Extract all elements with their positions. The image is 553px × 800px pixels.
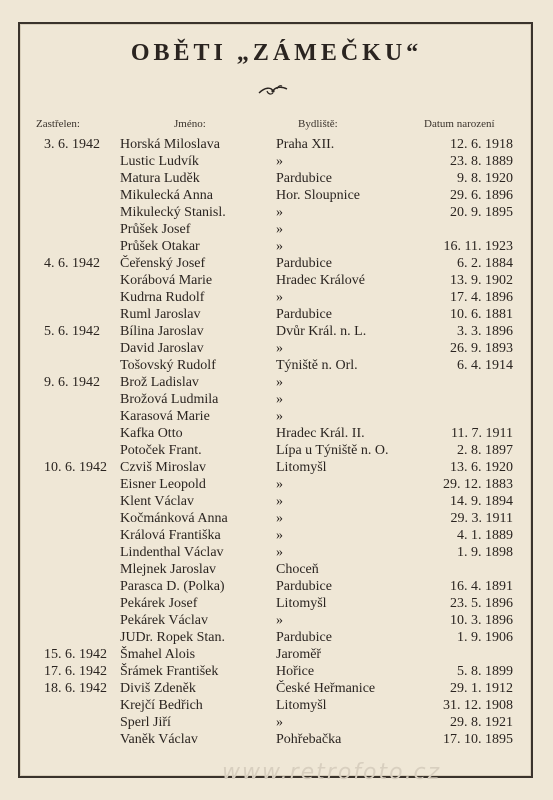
row-birth-date: 2. 8. 1897 bbox=[457, 443, 513, 458]
row-residence: » bbox=[276, 392, 283, 407]
table-row bbox=[0, 340, 553, 357]
row-name: Šrámek František bbox=[120, 664, 219, 679]
row-residence: Litomyšl bbox=[276, 698, 327, 713]
table-row bbox=[0, 272, 553, 289]
row-birth-date: 13. 9. 1902 bbox=[450, 273, 513, 288]
row-residence: Pardubice bbox=[276, 256, 332, 271]
row-name: Potoček Frant. bbox=[120, 443, 202, 458]
row-name: Mikulecký Stanisl. bbox=[120, 205, 226, 220]
row-birth-date: 29. 6. 1896 bbox=[450, 188, 513, 203]
table-row bbox=[0, 425, 553, 442]
row-name: Klent Václav bbox=[120, 494, 194, 509]
row-residence: » bbox=[276, 290, 283, 305]
row-residence: Pardubice bbox=[276, 630, 332, 645]
row-residence: » bbox=[276, 528, 283, 543]
table-row bbox=[0, 731, 553, 748]
row-name: Bílina Jaroslav bbox=[120, 324, 204, 339]
table-row bbox=[0, 476, 553, 493]
row-birth-date: 12. 6. 1918 bbox=[450, 137, 513, 152]
table-row bbox=[0, 204, 553, 221]
row-name: Karasová Marie bbox=[120, 409, 210, 424]
row-birth-date: 13. 6. 1920 bbox=[450, 460, 513, 475]
row-date: 15. 6. 1942 bbox=[44, 647, 107, 662]
row-birth-date: 23. 8. 1889 bbox=[450, 154, 513, 169]
row-residence: » bbox=[276, 545, 283, 560]
row-birth-date: 16. 4. 1891 bbox=[450, 579, 513, 594]
table-row bbox=[0, 629, 553, 646]
header-name: Jméno: bbox=[174, 118, 206, 130]
row-residence: » bbox=[276, 222, 283, 237]
row-birth-date: 26. 9. 1893 bbox=[450, 341, 513, 356]
watermark: www.retrofoto.cz bbox=[222, 760, 442, 785]
table-row bbox=[0, 391, 553, 408]
table-row bbox=[0, 357, 553, 374]
row-birth-date: 6. 2. 1884 bbox=[457, 256, 513, 271]
row-residence: » bbox=[276, 511, 283, 526]
row-name: Kudrna Rudolf bbox=[120, 290, 205, 305]
row-birth-date: 6. 4. 1914 bbox=[457, 358, 513, 373]
row-name: Lindenthal Václav bbox=[120, 545, 224, 560]
table-row bbox=[0, 697, 553, 714]
row-residence: » bbox=[276, 494, 283, 509]
row-date: 17. 6. 1942 bbox=[44, 664, 107, 679]
row-birth-date: 5. 8. 1899 bbox=[457, 664, 513, 679]
table-row bbox=[0, 714, 553, 731]
row-residence: Pardubice bbox=[276, 307, 332, 322]
table-row bbox=[0, 323, 553, 340]
table-row bbox=[0, 408, 553, 425]
row-birth-date: 16. 11. 1923 bbox=[443, 239, 513, 254]
row-birth-date: 11. 7. 1911 bbox=[451, 426, 513, 441]
table-row bbox=[0, 510, 553, 527]
row-birth-date: 31. 12. 1908 bbox=[443, 698, 513, 713]
row-name: Králová Františka bbox=[120, 528, 221, 543]
table-row bbox=[0, 527, 553, 544]
row-residence: » bbox=[276, 715, 283, 730]
row-birth-date: 17. 10. 1895 bbox=[443, 732, 513, 747]
victims-table bbox=[0, 136, 553, 748]
row-residence: Choceň bbox=[276, 562, 319, 577]
table-row bbox=[0, 459, 553, 476]
row-name: Pekárek Václav bbox=[120, 613, 208, 628]
row-date: 5. 6. 1942 bbox=[44, 324, 100, 339]
table-row bbox=[0, 170, 553, 187]
row-birth-date: 9. 8. 1920 bbox=[457, 171, 513, 186]
table-row bbox=[0, 442, 553, 459]
column-headers bbox=[0, 118, 553, 134]
row-residence: » bbox=[276, 409, 283, 424]
row-residence: Hradec Král. II. bbox=[276, 426, 365, 441]
row-birth-date: 29. 3. 1911 bbox=[450, 511, 513, 526]
row-residence: » bbox=[276, 239, 283, 254]
table-row bbox=[0, 153, 553, 170]
row-name: Tošovský Rudolf bbox=[120, 358, 216, 373]
row-residence: Jaroměř bbox=[276, 647, 322, 662]
row-name: Brož Ladislav bbox=[120, 375, 199, 390]
row-name: Čeřenský Josef bbox=[120, 256, 206, 271]
row-residence: České Heřmanice bbox=[276, 681, 376, 696]
row-residence: Týniště n. Orl. bbox=[276, 358, 358, 373]
row-birth-date: 23. 5. 1896 bbox=[450, 596, 513, 611]
row-name: Kafka Otto bbox=[120, 426, 183, 441]
row-residence: Praha XII. bbox=[276, 137, 335, 152]
table-row bbox=[0, 289, 553, 306]
row-residence: » bbox=[276, 375, 283, 390]
row-residence: Pardubice bbox=[276, 171, 332, 186]
row-residence: Pohřebačka bbox=[276, 732, 342, 747]
table-row bbox=[0, 646, 553, 663]
row-name: Kočmánková Anna bbox=[120, 511, 228, 526]
row-birth-date: 29. 12. 1883 bbox=[443, 477, 513, 492]
row-residence: » bbox=[276, 477, 283, 492]
row-birth-date: 3. 3. 1896 bbox=[457, 324, 513, 339]
table-row bbox=[0, 680, 553, 697]
table-row bbox=[0, 663, 553, 680]
header-residence: Bydliště: bbox=[298, 118, 338, 130]
row-name: Vaněk Václav bbox=[120, 732, 198, 747]
row-name: Mikulecká Anna bbox=[120, 188, 213, 203]
table-row bbox=[0, 306, 553, 323]
row-birth-date: 1. 9. 1898 bbox=[457, 545, 513, 560]
row-name: Horská Miloslava bbox=[120, 137, 220, 152]
table-row bbox=[0, 255, 553, 272]
row-name: Brožová Ludmila bbox=[120, 392, 219, 407]
row-date: 10. 6. 1942 bbox=[44, 460, 107, 475]
row-birth-date: 14. 9. 1894 bbox=[450, 494, 513, 509]
table-row bbox=[0, 238, 553, 255]
row-name: Parasca D. (Polka) bbox=[120, 579, 225, 594]
table-row bbox=[0, 561, 553, 578]
row-residence: » bbox=[276, 341, 283, 356]
row-birth-date: 10. 3. 1896 bbox=[450, 613, 513, 628]
row-name: Krejčí Bedřich bbox=[120, 698, 203, 713]
row-residence: » bbox=[276, 154, 283, 169]
row-date: 3. 6. 1942 bbox=[44, 137, 100, 152]
row-birth-date: 20. 9. 1895 bbox=[450, 205, 513, 220]
row-residence: Dvůr Král. n. L. bbox=[276, 324, 367, 339]
row-residence: Lípa u Týniště n. O. bbox=[276, 443, 389, 458]
row-birth-date: 29. 1. 1912 bbox=[450, 681, 513, 696]
table-row bbox=[0, 374, 553, 391]
row-residence: Hořice bbox=[276, 664, 315, 679]
row-date: 18. 6. 1942 bbox=[44, 681, 107, 696]
row-residence: Hradec Králové bbox=[276, 273, 366, 288]
row-name: Eisner Leopold bbox=[120, 477, 206, 492]
table-row bbox=[0, 221, 553, 238]
row-residence: Litomyšl bbox=[276, 460, 327, 475]
row-name: Pekárek Josef bbox=[120, 596, 198, 611]
page-title: OBĚTI „ZÁMEČKU“ bbox=[130, 40, 423, 66]
row-residence: Pardubice bbox=[276, 579, 332, 594]
row-name: Ruml Jaroslav bbox=[120, 307, 201, 322]
row-birth-date: 29. 8. 1921 bbox=[450, 715, 513, 730]
table-row bbox=[0, 578, 553, 595]
table-row bbox=[0, 136, 553, 153]
row-name: Šmahel Alois bbox=[120, 647, 196, 662]
row-residence: » bbox=[276, 613, 283, 628]
floral-ornament-icon bbox=[257, 83, 289, 99]
row-birth-date: 1. 9. 1906 bbox=[457, 630, 513, 645]
row-name: Matura Luděk bbox=[120, 171, 200, 186]
header-shot: Zastřelen: bbox=[36, 118, 80, 130]
row-residence: Hor. Sloupnice bbox=[276, 188, 360, 203]
row-birth-date: 4. 1. 1889 bbox=[457, 528, 513, 543]
row-name: Mlejnek Jaroslav bbox=[120, 562, 217, 577]
row-name: JUDr. Ropek Stan. bbox=[120, 630, 225, 645]
row-date: 9. 6. 1942 bbox=[44, 375, 100, 390]
row-birth-date: 10. 6. 1881 bbox=[450, 307, 513, 322]
row-name: David Jaroslav bbox=[120, 341, 204, 356]
row-name: Korábová Marie bbox=[120, 273, 213, 288]
row-name: Diviš Zdeněk bbox=[120, 681, 196, 696]
row-residence: » bbox=[276, 205, 283, 220]
table-row bbox=[0, 187, 553, 204]
row-birth-date: 17. 4. 1896 bbox=[450, 290, 513, 305]
row-name: Průšek Otakar bbox=[120, 239, 200, 254]
table-row bbox=[0, 612, 553, 629]
row-name: Lustic Ludvík bbox=[120, 154, 199, 169]
table-row bbox=[0, 595, 553, 612]
row-residence: Litomyšl bbox=[276, 596, 327, 611]
table-row bbox=[0, 544, 553, 561]
row-name: Czviš Miroslav bbox=[120, 460, 206, 475]
header-birth: Datum narození bbox=[424, 118, 495, 130]
row-name: Sperl Jiří bbox=[120, 715, 171, 730]
row-date: 4. 6. 1942 bbox=[44, 256, 100, 271]
table-row bbox=[0, 493, 553, 510]
row-name: Průšek Josef bbox=[120, 222, 191, 237]
